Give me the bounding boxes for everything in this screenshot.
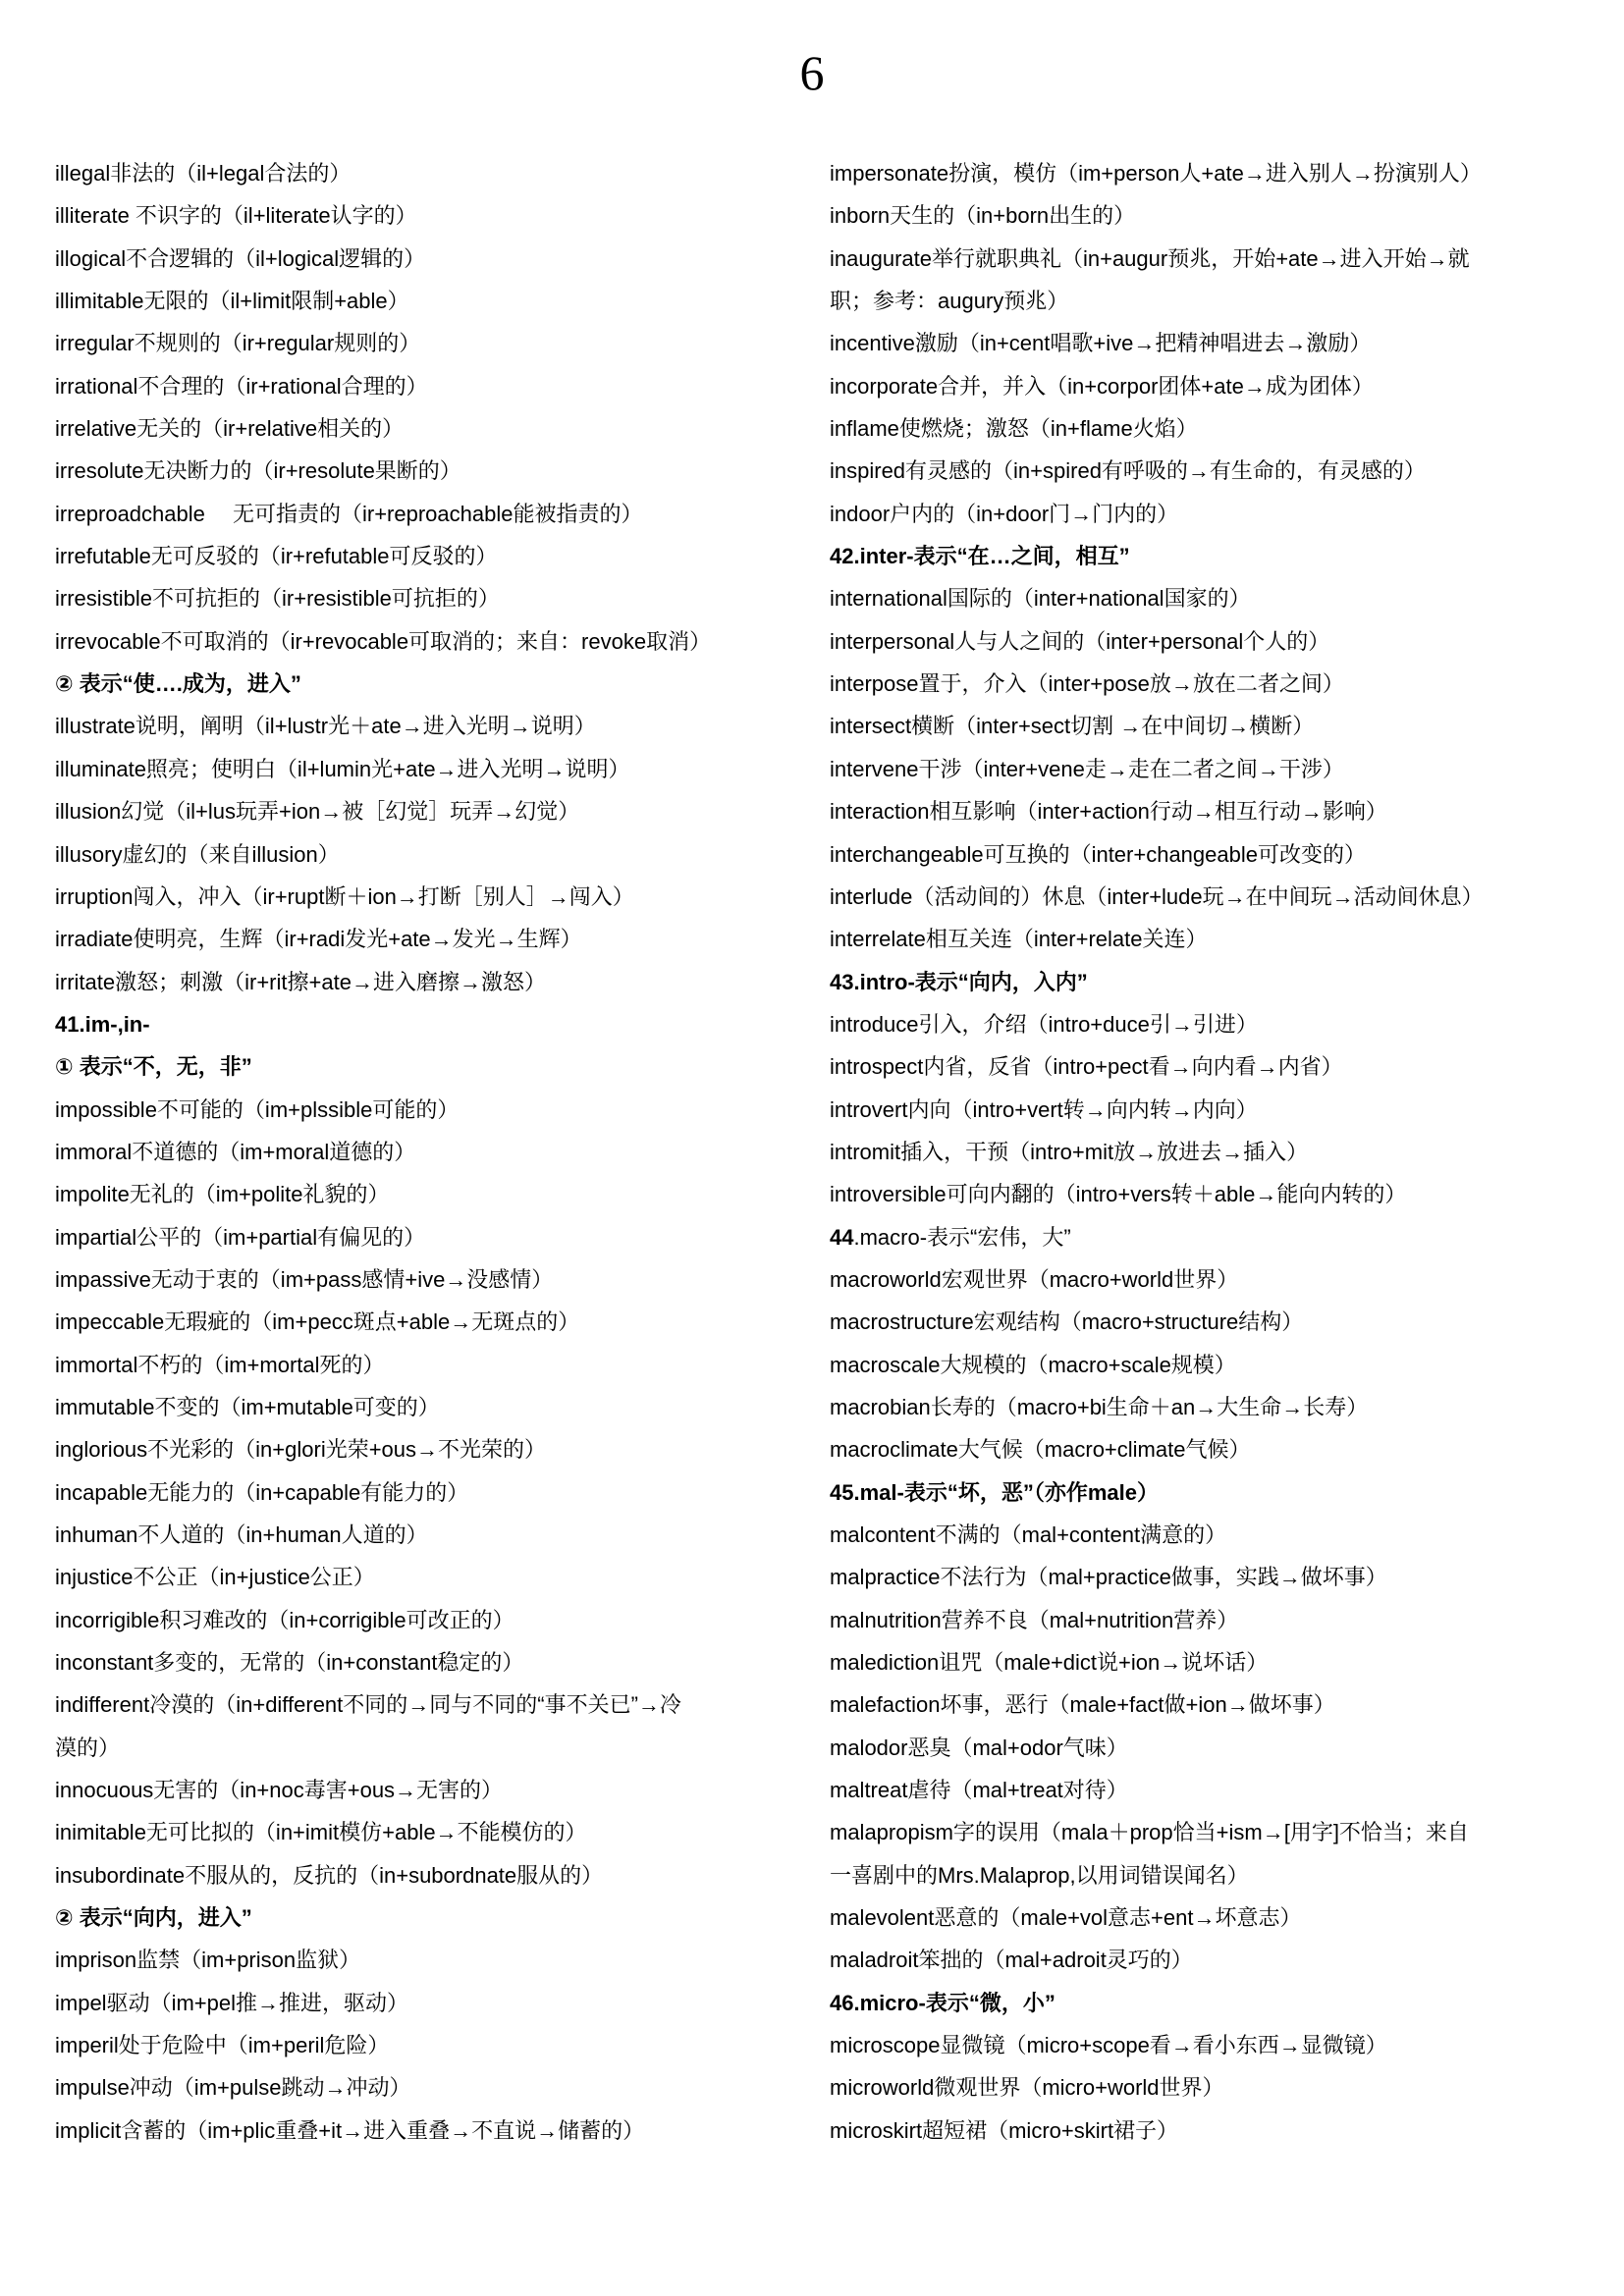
row-text: malediction诅咒（male+dict说+ion→说坏话） [830, 1650, 1269, 1676]
row-text: interaction相互影响（inter+action行动→相互行动→影响） [830, 799, 1387, 825]
row-text: incentive激励（in+cent唱歌+ive→把精神唱进去→激励） [830, 331, 1372, 356]
vocab-entry [830, 322, 1576, 364]
row-text: intervene干涉（inter+vene走→走在二者之间→干涉） [830, 756, 1344, 781]
vocab-entry [55, 1216, 801, 1258]
row-text: macroscale大规模的（macro+scale规模） [830, 1352, 1236, 1377]
vocab-entry [55, 1089, 801, 1131]
row-text: insubordinate不服从的，反抗的（in+subordnate服从的） [55, 1862, 604, 1888]
vocab-entry [830, 1641, 1576, 1683]
vocab-entry [55, 2109, 801, 2152]
row-text: 46.micro-表示“微，小” [830, 1990, 1056, 2015]
vocab-entry [55, 1641, 801, 1683]
row-text: injustice不公正（in+justice公正） [55, 1565, 375, 1590]
vocab-entry [55, 238, 801, 280]
vocab-entry [55, 918, 801, 960]
row-text: interlude（活动间的）休息（inter+lude玩→在中间玩→活动间休息） [830, 883, 1484, 909]
vocab-entry [830, 1003, 1576, 1045]
row-text: inflame使燃烧；激怒（in+flame火焰） [830, 416, 1198, 442]
vocab-entry [830, 790, 1576, 832]
vocab-entry [830, 152, 1576, 194]
row-text: malapropism字的误用（mala＋prop恰当+ism→[用字]不恰当；来自 [830, 1820, 1469, 1845]
row-text: malevolent恶意的（male+vol意志+ent→坏意志） [830, 1905, 1302, 1931]
row-text: immoral不道德的（im+moral道德的） [55, 1139, 416, 1164]
vocab-entry [830, 493, 1576, 535]
row-text: impossible不可能的（im+plssible可能的） [55, 1096, 460, 1122]
row-text: irrevocable不可取消的（ir+revocable可取消的；来自：revoke取消） [55, 628, 712, 654]
vocab-entry [55, 1599, 801, 1641]
vocab-entry [55, 1982, 801, 2024]
row-text: indoor户内的（in+door门→门内的） [830, 501, 1179, 526]
vocab-entry [830, 1258, 1576, 1301]
vocab-entry [830, 1428, 1576, 1470]
row-text: incorporate合并，并入（in+corpor团体+ate→成为团体） [830, 373, 1374, 399]
vocab-entry [830, 1089, 1576, 1131]
vocab-entry [830, 1683, 1576, 1726]
vocab-entry [55, 1173, 801, 1215]
vocab-entry [55, 1939, 801, 1981]
vocab-entry [830, 876, 1576, 918]
row-text: illogical不合逻辑的（il+logical逻辑的） [55, 245, 426, 271]
vocab-entry [830, 1896, 1576, 1939]
vocab-entry [830, 194, 1576, 237]
row-text: 45.mal-表示“坏，恶”（亦作male） [830, 1479, 1159, 1505]
row-text: illustrate说明，阐明（il+lustr光＋ate→进入光明→说明） [55, 714, 596, 739]
row-text: macrobian长寿的（macro+bi生命＋an→大生命→长寿） [830, 1394, 1369, 1419]
vocab-entry [830, 833, 1576, 876]
vocab-entry [830, 1769, 1576, 1811]
row-text: malefaction坏事，恶行（male+fact做+ion→做坏事） [830, 1692, 1335, 1718]
vocab-entry [55, 1471, 801, 1514]
vocab-entry [55, 1854, 801, 1896]
vocab-entry [830, 1811, 1576, 1853]
row-text: indifferent冷漠的（in+different不同的→同与不同的“事不关已”→冷 [55, 1692, 681, 1718]
row-text: illusion幻觉（il+lus玩弄+ion→被［幻觉］玩弄→幻觉） [55, 799, 580, 825]
vocab-entry [830, 2109, 1576, 2152]
row-text: ① 表示“不，无，非” [55, 1054, 252, 1080]
vocab-entry [55, 1344, 801, 1386]
vocab-entry [55, 1769, 801, 1811]
row-text: malodor恶臭（mal+odor气味） [830, 1735, 1128, 1760]
vocab-entry [830, 1727, 1576, 1769]
vocab-entry [830, 2066, 1576, 2109]
entry-continuation [830, 280, 1576, 322]
vocab-entry [55, 1514, 801, 1556]
vocab-entry [830, 577, 1576, 619]
row-text: illusory虚幻的（来自illusion） [55, 841, 340, 867]
row-text: introvert内向（intro+vert转→向内转→内向） [830, 1096, 1258, 1122]
section-heading [55, 1003, 801, 1045]
vocab-entry [55, 748, 801, 790]
row-text: irregular不规则的（ir+regular规则的） [55, 331, 421, 356]
row-text: inhuman不人道的（in+human人道的） [55, 1522, 428, 1547]
vocab-entry [55, 790, 801, 832]
vocab-entry [55, 2066, 801, 2109]
row-text: malcontent不满的（mal+content满意的） [830, 1522, 1227, 1547]
row-text: impolite无礼的（im+polite礼貌的） [55, 1182, 390, 1207]
vocab-entry [830, 1301, 1576, 1343]
section-heading [830, 535, 1576, 577]
row-text: impeccable无瑕疵的（im+pecc斑点+able→无斑点的） [55, 1309, 580, 1335]
row-text: interrelate相互关连（inter+relate关连） [830, 927, 1208, 952]
row-text: inglorious不光彩的（in+glori光荣+ous→不光荣的） [55, 1437, 547, 1463]
vocab-entry [830, 1173, 1576, 1215]
vocab-entry [55, 1428, 801, 1470]
vocab-entry [55, 1131, 801, 1173]
vocab-entry [830, 1514, 1576, 1556]
row-text: introduce引入，介绍（intro+duce引→引进） [830, 1011, 1258, 1037]
row-text: illiterate 不识字的（il+literate认字的） [55, 203, 417, 229]
row-text: macroclimate大气候（macro+climate气候） [830, 1437, 1251, 1463]
vocab-entry [55, 1556, 801, 1598]
row-text: impassive无动于衷的（im+pass感情+ive→没感情） [55, 1266, 554, 1292]
row-text: incapable无能力的（in+capable有能力的） [55, 1479, 469, 1505]
vocab-entry [830, 450, 1576, 492]
row-text: macrostructure宏观结构（macro+structure结构） [830, 1309, 1304, 1335]
row-text: interpersonal人与人之间的（inter+personal个人的） [830, 628, 1330, 654]
section-number: 44 [830, 1224, 854, 1250]
section-heading [830, 961, 1576, 1003]
row-text: .macro-表示“宏伟，大” [853, 1224, 1071, 1250]
vocab-entry [830, 238, 1576, 280]
row-text: 42.inter-表示“在…之间，相互” [830, 544, 1130, 569]
vocab-entry [55, 194, 801, 237]
row-text: imprison监禁（im+prison监狱） [55, 1948, 361, 1973]
row-text: incorrigible积习难改的（in+corrigible可改正的） [55, 1607, 514, 1632]
row-text: irresistible不可抗拒的（ir+resistible可抗拒的） [55, 586, 500, 612]
vocab-entry [55, 535, 801, 577]
vocab-entry [830, 1556, 1576, 1598]
row-text: irresolute无决断力的（ir+resolute果断的） [55, 458, 461, 484]
vocab-entry [830, 705, 1576, 747]
vocab-entry [830, 1386, 1576, 1428]
row-text: impartial公平的（im+partial有偏见的） [55, 1224, 426, 1250]
section-heading [55, 1045, 801, 1088]
row-text: microskirt超短裙（micro+skirt裙子） [830, 2117, 1179, 2143]
vocab-entry [55, 1811, 801, 1853]
row-text: irreproadchable 无可指责的（ir+reproachable能被指责的） [55, 501, 643, 526]
row-text: 一喜剧中的Mrs.Malaprop,以用词错误闻名） [830, 1862, 1249, 1888]
vocab-entry [830, 620, 1576, 663]
vocab-entry [830, 1599, 1576, 1641]
vocab-entry [830, 1344, 1576, 1386]
row-text: illimitable无限的（il+limit限制+able） [55, 289, 409, 314]
vocab-entry [830, 748, 1576, 790]
row-text: intersect横断（inter+sect切割 →在中间切→横断） [830, 714, 1315, 739]
row-text: irrational不合理的（ir+rational合理的） [55, 373, 428, 399]
vocab-entry [830, 1939, 1576, 1981]
row-text: impel驱动（im+pel推→推进，驱动） [55, 1990, 408, 2015]
row-text: inimitable无可比拟的（in+imit模仿+able→不能模仿的） [55, 1820, 587, 1845]
row-text: microscope显微镜（micro+scope看→看小东西→显微镜） [830, 2033, 1387, 2058]
entry-continuation [830, 1854, 1576, 1896]
row-text: inborn天生的（in+born出生的） [830, 203, 1136, 229]
row-text: maltreat虐待（mal+treat对待） [830, 1778, 1128, 1803]
row-text: illegal非法的（il+legal合法的） [55, 161, 352, 186]
row-text: inconstant多变的，无常的（in+constant稳定的） [55, 1650, 524, 1676]
vocab-entry [830, 1131, 1576, 1173]
row-text: 职；参考：augury预兆） [830, 289, 1069, 314]
vocab-entry [55, 705, 801, 747]
vocab-entry [55, 1386, 801, 1428]
vocab-entry [55, 876, 801, 918]
section-heading [55, 663, 801, 705]
vocab-entry [55, 280, 801, 322]
vocab-entry [55, 152, 801, 194]
vocab-entry [830, 1045, 1576, 1088]
row-text: interpose置于，介入（inter+pose放→放在二者之间） [830, 671, 1344, 697]
row-text: maladroit笨拙的（mal+adroit灵巧的） [830, 1948, 1193, 1973]
row-text: irruption闯入，冲入（ir+rupt断＋ion→打断［别人］→闯入） [55, 883, 634, 909]
section-heading [830, 1216, 1576, 1258]
section-heading [55, 1896, 801, 1939]
row-text: ② 表示“使….成为，进入” [55, 671, 301, 697]
vocab-entry [55, 833, 801, 876]
row-text: irrefutable无可反驳的（ir+refutable可反驳的） [55, 544, 498, 569]
vocab-entry [830, 2024, 1576, 2066]
row-text: malpractice不法行为（mal+practice做事，实践→做坏事） [830, 1565, 1387, 1590]
row-text: international国际的（inter+national国家的） [830, 586, 1251, 612]
row-text: 41.im-,in- [55, 1011, 150, 1037]
vocab-entry [55, 322, 801, 364]
vocab-entry [55, 2024, 801, 2066]
vocab-entry [55, 450, 801, 492]
section-heading [830, 1471, 1576, 1514]
vocab-entry [830, 407, 1576, 450]
vocab-entry [55, 365, 801, 407]
left-column [55, 152, 801, 2152]
row-text: irrelative无关的（ir+relative相关的） [55, 416, 405, 442]
vocab-entry [55, 961, 801, 1003]
vocab-entry [55, 493, 801, 535]
vocab-entry [830, 918, 1576, 960]
entry-continuation [55, 1727, 801, 1769]
row-text: ② 表示“向内，进入” [55, 1905, 252, 1931]
vocab-entry [55, 407, 801, 450]
section-heading [830, 1982, 1576, 2024]
row-text: immutable不变的（im+mutable可变的） [55, 1394, 440, 1419]
vocab-entry [55, 1301, 801, 1343]
row-text: immortal不朽的（im+mortal死的） [55, 1352, 385, 1377]
row-text: impersonate扮演，模仿（im+person人+ate→进入别人→扮演别人） [830, 161, 1482, 186]
right-column [830, 152, 1576, 2152]
vocab-entry [55, 1258, 801, 1301]
row-text: irritate激怒；刺激（ir+rit擦+ate→进入磨擦→激怒） [55, 969, 546, 994]
row-text: irradiate使明亮，生辉（ir+radi发光+ate→发光→生辉） [55, 927, 582, 952]
vocab-entry [830, 365, 1576, 407]
page-number-text: 6 [799, 45, 825, 100]
row-text: inaugurate举行就职典礼（in+augur预兆，开始+ate→进入开始→就 [830, 245, 1470, 271]
row-text: malnutrition营养不良（mal+nutrition营养） [830, 1607, 1239, 1632]
row-text: inspired有灵感的（in+spired有呼吸的→有生命的，有灵感的） [830, 458, 1426, 484]
row-text: interchangeable可互换的（inter+changeable可改变的） [830, 841, 1366, 867]
vocab-entry [55, 620, 801, 663]
row-text: innocuous无害的（in+noc毒害+ous→无害的） [55, 1778, 504, 1803]
row-text: microworld微观世界（micro+world世界） [830, 2075, 1224, 2101]
page-number [0, 43, 1624, 102]
row-text: introversible可向内翻的（intro+vers转＋able→能向内转的） [830, 1182, 1407, 1207]
row-text: illuminate照亮；使明白（il+lumin光+ate→进入光明→说明） [55, 756, 630, 781]
row-text: macroworld宏观世界（macro+world世界） [830, 1266, 1239, 1292]
row-text: impulse冲动（im+pulse跳动→冲动） [55, 2075, 411, 2101]
row-text: implicit含蓄的（im+plic重叠+it→进入重叠→不直说→储蓄的） [55, 2117, 645, 2143]
vocab-entry [55, 577, 801, 619]
row-text: intromit插入，干预（intro+mit放→放进去→插入） [830, 1139, 1309, 1164]
vocab-entry [55, 1683, 801, 1726]
row-text: imperil处于危险中（im+peril危险） [55, 2033, 390, 2058]
row-text: 43.intro-表示“向内，入内” [830, 969, 1088, 994]
row-text: introspect内省，反省（intro+pect看→向内看→内省） [830, 1054, 1343, 1080]
vocab-entry [830, 663, 1576, 705]
row-text: 漠的） [55, 1735, 121, 1760]
